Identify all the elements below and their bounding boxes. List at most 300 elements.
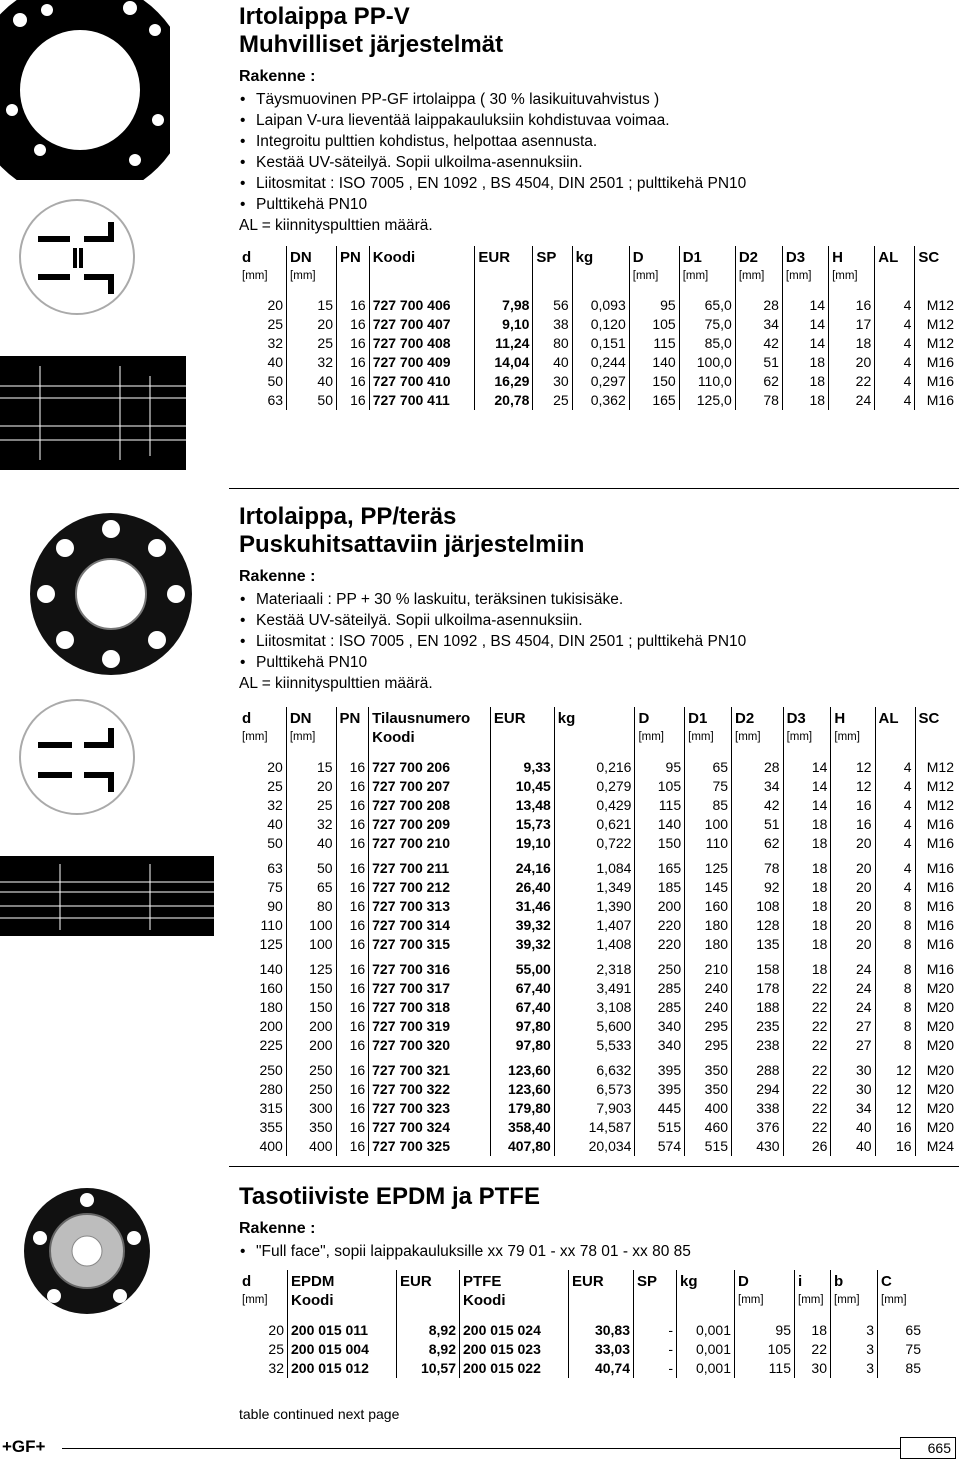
feature-item: • Materiaali : PP + 30 % laskuitu, teräksinen tukisisäke. <box>239 589 957 610</box>
table-cell: 20 <box>286 777 336 796</box>
table-cell: 235 <box>732 1017 784 1036</box>
table-cell: 16 <box>336 334 369 353</box>
table-cell: 220 <box>635 935 685 954</box>
table-cell: 8 <box>875 979 915 998</box>
table-cell: 40 <box>533 353 572 372</box>
section-gasket <box>239 1183 957 1262</box>
table-cell: 515 <box>685 1137 732 1156</box>
column-header <box>685 707 732 747</box>
column-header <box>572 246 629 285</box>
column-header <box>915 246 957 285</box>
table-cell: 20 <box>831 834 875 853</box>
feature-item: • Kestää UV-säteilyä. Sopii ulkoilma-asennuksiin. <box>239 610 957 631</box>
footer-rule <box>62 1448 900 1449</box>
column-header <box>336 707 369 747</box>
table-cell: M16 <box>915 878 957 897</box>
column-header <box>795 1270 831 1310</box>
column-header <box>679 246 735 285</box>
column-header <box>829 246 875 285</box>
column-header <box>732 707 784 747</box>
table-cell: 67,40 <box>490 979 554 998</box>
feature-list <box>239 1241 957 1262</box>
al-note: AL = kiinnityspulttien määrä. <box>239 217 433 234</box>
table-cell: 200 <box>286 1017 336 1036</box>
column-header <box>288 1270 397 1310</box>
table-cell: 0,244 <box>572 353 629 372</box>
table-cell: 140 <box>259 961 283 977</box>
table-cell: 75,0 <box>679 315 735 334</box>
table-cell: 3,108 <box>554 998 635 1017</box>
table-cell: 32 <box>267 335 284 351</box>
rakenne-label: Rakenne : <box>239 1220 316 1237</box>
table-cell: 0,297 <box>572 372 629 391</box>
table-cell: 32 <box>268 1360 284 1376</box>
table-cell: 515 <box>635 1118 685 1137</box>
table-cell: 25 <box>286 796 336 815</box>
table-cell: 25 <box>287 334 337 353</box>
column-unit: [mm] <box>242 270 268 282</box>
table-cell: 1,407 <box>554 916 635 935</box>
column-unit: [mm] <box>289 731 316 743</box>
table-cell: 180 <box>259 999 283 1015</box>
table-cell: 67,40 <box>490 998 554 1017</box>
table-cell: 358,40 <box>490 1118 554 1137</box>
table-cell: - <box>634 1340 677 1359</box>
table-cell: 16 <box>336 960 369 979</box>
table-cell: 125 <box>685 859 732 878</box>
table-cell: 727 700 410 <box>369 372 475 391</box>
column-header <box>875 246 915 285</box>
table-cell: 105 <box>735 1340 795 1359</box>
table-cell: 315 <box>259 1100 283 1116</box>
column-unit: [mm] <box>786 731 813 743</box>
table-cell: 20 <box>829 353 875 372</box>
table-cell: 63 <box>267 392 284 408</box>
table-cell: 727 700 323 <box>369 1099 491 1118</box>
column-unit: [mm] <box>738 270 765 282</box>
table-cell: 20 <box>831 878 875 897</box>
column-unit: [mm] <box>242 731 268 743</box>
table-cell: 727 700 321 <box>369 1061 491 1080</box>
table-cell: 250 <box>286 1061 336 1080</box>
table-cell: 430 <box>732 1137 784 1156</box>
table-cell: 395 <box>635 1061 685 1080</box>
column-unit: [mm] <box>881 1294 907 1306</box>
table-cell: - <box>634 1359 677 1378</box>
table-cell: 24 <box>831 979 875 998</box>
table-cell: 18 <box>782 353 828 372</box>
table-cell: 727 700 409 <box>369 353 475 372</box>
table-cell: 18 <box>783 859 831 878</box>
table-row <box>239 1017 957 1036</box>
table-cell: 16 <box>336 296 369 315</box>
table-cell: 85,0 <box>679 334 735 353</box>
table-cell: 22 <box>783 998 831 1017</box>
column-label: DN <box>289 710 312 727</box>
column-header <box>239 707 286 747</box>
column-header <box>287 246 337 285</box>
column-header <box>831 1270 878 1310</box>
column-header <box>490 707 554 747</box>
table-cell: 34 <box>732 777 784 796</box>
column-header <box>369 246 475 285</box>
table-cell: 18 <box>829 334 875 353</box>
table-cell: 180 <box>685 935 732 954</box>
column-unit: [mm] <box>242 1294 268 1306</box>
table-cell: 200 <box>259 1018 283 1034</box>
table-cell: 100 <box>286 916 336 935</box>
table-cell: 25 <box>268 1341 284 1357</box>
table-cell: M20 <box>915 1080 957 1099</box>
table-cell: 200 015 011 <box>288 1321 397 1340</box>
table-cell: 0,120 <box>572 315 629 334</box>
table-cell: 9,33 <box>490 758 554 777</box>
column-header <box>783 707 831 747</box>
column-label: SP <box>536 249 557 266</box>
table-cell: 50 <box>287 391 337 410</box>
table-cell: 727 700 207 <box>369 777 491 796</box>
table-row <box>239 979 957 998</box>
column-unit: [mm] <box>834 731 860 743</box>
table-cell: 350 <box>286 1118 336 1137</box>
feature-item: • Kestää UV-säteilyä. Sopii ulkoilma-asennuksiin. <box>239 152 957 173</box>
table-cell: 727 700 212 <box>369 878 491 897</box>
continued-note: table continued next page <box>239 1406 400 1422</box>
product-table-gasket <box>239 1270 924 1378</box>
table-cell: 12 <box>875 1061 915 1080</box>
table-cell: - <box>634 1321 677 1340</box>
table-cell: 1,408 <box>554 935 635 954</box>
feature-list <box>239 589 957 673</box>
table-cell: 16 <box>336 998 369 1017</box>
table-cell: 1,349 <box>554 878 635 897</box>
table-cell: 20 <box>831 916 875 935</box>
table-cell: 65 <box>685 758 732 777</box>
product-table-pp-steel <box>239 707 957 1156</box>
feature-item: • "Full face", sopii laippakauluksille xx 79 01 - xx 78 01 - xx 80 85 <box>239 1241 957 1262</box>
table-header-row <box>239 1270 924 1310</box>
column-unit: Koodi <box>372 729 415 746</box>
table-cell: 14 <box>782 296 828 315</box>
table-cell: 128 <box>732 916 784 935</box>
table-cell: M20 <box>915 979 957 998</box>
column-label: DN <box>290 249 312 266</box>
table-cell: 727 700 408 <box>369 334 475 353</box>
table-cell: 727 700 406 <box>369 296 475 315</box>
table-cell: 158 <box>732 960 784 979</box>
feature-item: • Pulttikehä PN10 <box>239 652 957 673</box>
table-cell: 8 <box>875 960 915 979</box>
table-cell: 1,084 <box>554 859 635 878</box>
table-cell: 0,621 <box>554 815 635 834</box>
table-cell: 30 <box>831 1061 875 1080</box>
table-row <box>239 391 957 410</box>
table-cell: 16 <box>336 815 369 834</box>
table-wrap-2 <box>239 707 957 1156</box>
column-label: kg <box>557 710 576 727</box>
table-cell: 34 <box>831 1099 875 1118</box>
table-cell: M16 <box>915 897 957 916</box>
table-cell: 18 <box>795 1321 831 1340</box>
table-cell: 95 <box>635 758 685 777</box>
table-cell: 63 <box>267 860 283 876</box>
divider <box>229 1166 959 1167</box>
table-cell: 97,80 <box>490 1017 554 1036</box>
feature-item: • Liitosmitat : ISO 7005 , EN 1092 , BS 4504, DIN 2501 ; pulttikehä PN10 <box>239 631 957 652</box>
table-cell: 110 <box>685 834 732 853</box>
table-cell: 574 <box>635 1137 685 1156</box>
column-unit: [mm] <box>735 731 761 743</box>
feature-item: • Pulttikehä PN10 <box>239 194 957 215</box>
table-cell: 18 <box>783 935 831 954</box>
column-header <box>475 246 533 285</box>
table-cell: 20 <box>267 759 283 775</box>
table-cell: 8 <box>875 1036 915 1055</box>
table-cell: 350 <box>685 1080 732 1099</box>
flange-section-icon-2 <box>18 698 136 816</box>
table-row <box>239 1321 924 1340</box>
table-row <box>239 1359 924 1378</box>
column-label: kg <box>575 249 594 266</box>
table-row <box>239 1061 957 1080</box>
table-cell: 0,001 <box>677 1321 735 1340</box>
table-cell: M16 <box>915 916 957 935</box>
table-cell: 4 <box>875 315 915 334</box>
table-cell: M16 <box>915 834 957 853</box>
table-cell: 400 <box>685 1099 732 1118</box>
table-cell: 727 700 313 <box>369 897 491 916</box>
table-cell: 225 <box>259 1037 283 1053</box>
column-label: EPDM <box>291 1273 335 1290</box>
table-cell: 4 <box>875 758 915 777</box>
section-pp-steel <box>239 503 957 694</box>
column-header <box>554 707 635 747</box>
table-row <box>239 315 957 334</box>
column-label: AL <box>878 249 899 266</box>
table-cell: 55,00 <box>490 960 554 979</box>
table-cell: 4 <box>875 815 915 834</box>
table-cell: 16 <box>336 796 369 815</box>
table-cell: 51 <box>735 353 782 372</box>
column-label: Koodi <box>372 249 416 266</box>
column-unit: [mm] <box>738 1294 764 1306</box>
table-cell: 125 <box>259 936 283 952</box>
table-cell: 16 <box>336 897 369 916</box>
rakenne-label: Rakenne : <box>239 568 316 585</box>
column-unit: Koodi <box>463 1292 506 1309</box>
table-cell: 295 <box>685 1017 732 1036</box>
spacer-row <box>239 285 957 296</box>
table-row <box>239 296 957 315</box>
column-header <box>677 1270 735 1310</box>
section-pp-v <box>239 3 957 236</box>
table-cell: 3 <box>831 1321 878 1340</box>
table-cell: 4 <box>875 353 915 372</box>
table-cell: M20 <box>915 1061 957 1080</box>
table-cell: 85 <box>685 796 732 815</box>
table-cell: 20 <box>831 897 875 916</box>
table-cell: 7,98 <box>475 296 533 315</box>
table-cell: 150 <box>286 979 336 998</box>
table-cell: 727 700 316 <box>369 960 491 979</box>
table-cell: 407,80 <box>490 1137 554 1156</box>
table-row <box>239 897 957 916</box>
table-wrap-3 <box>239 1270 957 1378</box>
table-cell: 123,60 <box>490 1080 554 1099</box>
table-cell: 95 <box>735 1321 795 1340</box>
table-cell: 40,74 <box>569 1359 634 1378</box>
table-cell: 123,60 <box>490 1061 554 1080</box>
column-label: D3 <box>786 710 806 727</box>
table-cell: 56 <box>533 296 572 315</box>
column-unit: [mm] <box>798 1294 824 1306</box>
table-cell: M16 <box>915 960 957 979</box>
table-cell: 110,0 <box>679 372 735 391</box>
table-cell: 5,600 <box>554 1017 635 1036</box>
table-cell: 32 <box>287 353 337 372</box>
flange-photo-pp-steel <box>30 513 192 675</box>
column-unit: [mm] <box>632 270 659 282</box>
table-cell: 16 <box>336 1061 369 1080</box>
column-label: EUR <box>478 249 511 266</box>
column-label: d <box>242 1273 252 1290</box>
table-cell: 240 <box>685 998 732 1017</box>
table-cell: 16 <box>336 1036 369 1055</box>
table-cell: 2,318 <box>554 960 635 979</box>
table-row <box>239 998 957 1017</box>
table-row <box>239 834 957 853</box>
section-title: Irtolaippa PP-V <box>239 3 410 30</box>
table-wrap-1 <box>239 246 957 410</box>
table-cell: 115 <box>635 796 685 815</box>
column-label: D1 <box>682 249 702 266</box>
table-cell: 150 <box>286 998 336 1017</box>
spacer-row <box>239 747 957 758</box>
table-cell: 28 <box>732 758 784 777</box>
table-cell: 20,78 <box>475 391 533 410</box>
table-cell: 16 <box>831 815 875 834</box>
section-title: Tasotiiviste EPDM ja PTFE <box>239 1183 540 1210</box>
table-cell: 4 <box>875 391 915 410</box>
brand-logo: +GF+ <box>2 1437 46 1456</box>
column-label: D3 <box>785 249 806 266</box>
table-cell: 22 <box>783 1036 831 1055</box>
table-cell: 105 <box>635 777 685 796</box>
table-cell: 4 <box>875 796 915 815</box>
table-cell: M16 <box>915 815 957 834</box>
table-row <box>239 372 957 391</box>
table-cell: 16 <box>875 1118 915 1137</box>
table-row <box>239 1099 957 1118</box>
column-header <box>634 1270 677 1310</box>
column-label: EUR <box>572 1273 604 1290</box>
table-row <box>239 1340 924 1359</box>
table-cell: 200 015 012 <box>288 1359 397 1378</box>
table-cell: 30 <box>795 1359 831 1378</box>
table-cell: 727 700 407 <box>369 315 475 334</box>
page-number: 665 <box>900 1437 956 1459</box>
column-header <box>629 246 679 285</box>
table-cell: 8,92 <box>397 1340 460 1359</box>
table-cell: 40 <box>831 1118 875 1137</box>
table-cell: 210 <box>685 960 732 979</box>
table-cell: 50 <box>267 373 284 389</box>
column-label: d <box>242 710 252 727</box>
table-cell: 340 <box>635 1036 685 1055</box>
table-cell: 200 015 004 <box>288 1340 397 1359</box>
column-label: H <box>834 710 846 727</box>
table-cell: 40 <box>267 816 283 832</box>
table-cell: 16 <box>336 935 369 954</box>
table-row <box>239 334 957 353</box>
table-row <box>239 1118 957 1137</box>
table-row <box>239 859 957 878</box>
table-cell: 240 <box>685 979 732 998</box>
column-unit: [mm] <box>688 731 714 743</box>
table-cell: 140 <box>635 815 685 834</box>
table-cell: 16 <box>336 1017 369 1036</box>
table-cell: 75 <box>267 879 283 895</box>
table-cell: 250 <box>259 1062 283 1078</box>
table-cell: 445 <box>635 1099 685 1118</box>
table-cell: 727 700 324 <box>369 1118 491 1137</box>
table-cell: 160 <box>685 897 732 916</box>
table-row <box>239 796 957 815</box>
table-cell: 165 <box>629 391 679 410</box>
column-header <box>336 246 369 285</box>
table-cell: 16 <box>336 353 369 372</box>
table-cell: 15,73 <box>490 815 554 834</box>
table-cell: 135 <box>732 935 784 954</box>
table-cell: M16 <box>915 391 957 410</box>
table-cell: 7,903 <box>554 1099 635 1118</box>
table-cell: 188 <box>732 998 784 1017</box>
feature-item: • Laipan V-ura lieventää laippakauluksiin kohdistuvaa voimaa. <box>239 110 957 131</box>
table-cell: 16 <box>336 859 369 878</box>
table-cell: 200 015 024 <box>460 1321 569 1340</box>
table-cell: 10,45 <box>490 777 554 796</box>
table-cell: 25 <box>533 391 572 410</box>
column-header <box>735 246 782 285</box>
table-cell: 295 <box>685 1036 732 1055</box>
table-cell: 18 <box>783 916 831 935</box>
table-cell: 78 <box>732 859 784 878</box>
column-label: PTFE <box>463 1273 502 1290</box>
table-cell: 145 <box>685 878 732 897</box>
column-header <box>878 1270 925 1310</box>
table-cell: 28 <box>735 296 782 315</box>
table-cell: 16 <box>336 758 369 777</box>
table-cell: 4 <box>875 859 915 878</box>
table-row <box>239 878 957 897</box>
table-header-row <box>239 246 957 285</box>
table-cell: 727 700 209 <box>369 815 491 834</box>
table-cell: M16 <box>915 372 957 391</box>
table-cell: 16,29 <box>475 372 533 391</box>
section-subtitle: Puskuhitsattaviin järjestelmiin <box>239 531 585 558</box>
table-cell: 20 <box>287 315 337 334</box>
table-cell: 4 <box>875 878 915 897</box>
table-row <box>239 777 957 796</box>
table-cell: 727 700 315 <box>369 935 491 954</box>
table-cell: 285 <box>635 998 685 1017</box>
table-cell: M12 <box>915 315 957 334</box>
table-cell: 32 <box>267 797 283 813</box>
table-cell: 8,92 <box>397 1321 460 1340</box>
table-cell: 179,80 <box>490 1099 554 1118</box>
al-note: AL = kiinnityspulttien määrä. <box>239 675 433 692</box>
table-cell: 8 <box>875 998 915 1017</box>
